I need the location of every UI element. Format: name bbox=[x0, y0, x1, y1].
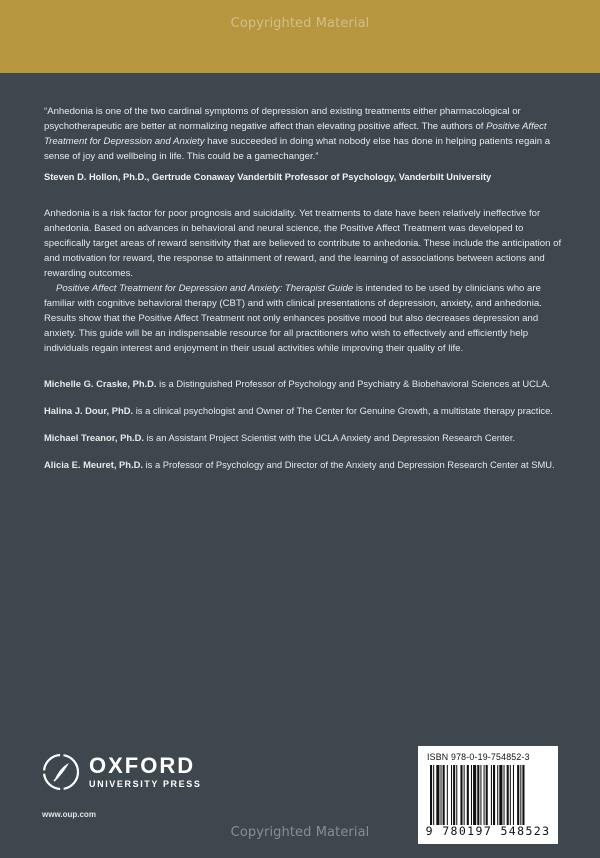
barcode-bar bbox=[520, 765, 521, 825]
book-description bbox=[44, 206, 564, 356]
barcode-bar bbox=[480, 765, 481, 825]
author-bio bbox=[44, 376, 564, 391]
publisher-name: OXFORD bbox=[89, 752, 196, 778]
ean-number: 9 780197 548523 bbox=[425, 824, 551, 838]
description-book-title: Positive Affect Treatment for Depression and Anxiety: Therapist Guide bbox=[56, 283, 354, 294]
barcode-bar bbox=[504, 765, 505, 825]
quote-book-title: Positive Affect Treatment for Depression and Anxiety bbox=[44, 121, 547, 147]
barcode-bar bbox=[453, 765, 455, 825]
barcode-bar bbox=[460, 765, 462, 825]
description-paragraph-2-text: is intended to be used by clinicians who are familiar with cognitive behavioral therapy (CBT) and with clinical presentations of depression, anxiety, and anhedonia. Results show that the Positive Affect Treatment not only enhances positive mood but also decreases depression and anxiety. This guide will be an indispensable resource for all practitioners who wish to effectively and efficiently help individuals regain interest and enjoyment in their usual activities while improving their quality of life. bbox=[44, 283, 542, 354]
endorsement-attribution: Steven D. Hollon, Ph.D., Gertrude Conaway Vanderbilt Professor of Psychology, Vanderbilt University bbox=[44, 172, 492, 182]
barcode-bar bbox=[507, 765, 509, 825]
barcode-bar bbox=[510, 765, 511, 825]
author-bio-text: is a Distinguished Professor of Psychology and Psychiatry & Biobehavioral Sciences at UCLA. bbox=[156, 378, 550, 389]
author-name: Michael Treanor, Ph.D. bbox=[44, 432, 145, 443]
barcode-bar bbox=[441, 765, 442, 825]
barcode-bar bbox=[493, 765, 495, 825]
author-bio-text: is a clinical psychologist and Owner of The Center for Genuine Growth, a multistate therapy practice. bbox=[133, 405, 553, 416]
barcode-bar bbox=[522, 765, 524, 825]
author-bio bbox=[44, 430, 564, 445]
barcode-bar bbox=[484, 765, 485, 825]
barcode-bar bbox=[473, 765, 476, 825]
barcode-bar bbox=[451, 765, 452, 825]
barcode-bar bbox=[430, 765, 432, 825]
publisher-subname: UNIVERSITY PRESS bbox=[89, 778, 202, 789]
top-color-band bbox=[0, 0, 600, 73]
watermark-bottom: Copyrighted Material bbox=[230, 825, 370, 840]
barcode-bar bbox=[471, 765, 472, 825]
barcode-bar bbox=[513, 765, 514, 825]
oxford-logo bbox=[41, 752, 201, 792]
barcode-bar bbox=[517, 765, 519, 825]
isbn-number: ISBN 978-0-19-754852-3 bbox=[427, 752, 530, 762]
quote-text-before: “Anhedonia is one of the two cardinal symptoms of depression and existing treatments either pharmacological or psychotherapeutic are better at normalizing negative affect than elevating positive affect. The authors of bbox=[44, 106, 521, 132]
back-cover-content bbox=[44, 104, 564, 484]
description-paragraph-1: Anhedonia is a risk factor for poor prognosis and suicidality. Yet treatments to date have been relatively ineffective for anhedonia. Based on advances in behavioral and neural science, the Positive Affect Treatment was developed to specifically target areas of reward sensitivity that are believed to contribute to anhedonia. These include the anticipation of and motivation for reward, the response to attainment of reward, and the learning of associations between actions and rewarding outcomes. bbox=[44, 208, 562, 279]
description-paragraph-2 bbox=[44, 281, 564, 356]
barcode-bar bbox=[464, 765, 465, 825]
oxford-quill-logo-icon bbox=[41, 752, 81, 792]
barcode-bar bbox=[467, 765, 469, 825]
barcode-bar bbox=[443, 765, 445, 825]
barcode-bar bbox=[436, 765, 439, 825]
author-name: Halina J. Dour, PhD. bbox=[44, 405, 134, 416]
author-bios bbox=[44, 376, 564, 472]
author-bio-text: is an Assistant Project Scientist with the UCLA Anxiety and Depression Research Center. bbox=[144, 432, 516, 443]
barcode-bar bbox=[477, 765, 479, 825]
barcode-bar bbox=[486, 765, 488, 825]
author-name: Michelle G. Craske, Ph.D. bbox=[44, 378, 157, 389]
author-name: Alicia E. Meuret, Ph.D. bbox=[44, 459, 143, 470]
watermark-top: Copyrighted Material bbox=[230, 16, 370, 31]
barcode-bar bbox=[447, 765, 448, 825]
author-bio bbox=[44, 403, 564, 418]
barcode-bar bbox=[456, 765, 457, 825]
barcode-bar bbox=[499, 765, 502, 825]
barcode-bar bbox=[497, 765, 498, 825]
barcode-bars bbox=[430, 765, 550, 825]
publisher-url[interactable]: www.oup.com bbox=[42, 810, 96, 819]
author-bio-text: is a Professor of Psychology and Director of the Anxiety and Depression Research Center at SMU. bbox=[142, 459, 555, 470]
endorsement-quote bbox=[44, 104, 564, 164]
barcode-bar bbox=[433, 765, 434, 825]
barcode-bar bbox=[491, 765, 492, 825]
author-bio bbox=[44, 457, 564, 472]
quote-text-after: have succeeded in doing what nobody else has done in helping patients regain a sense of joy and wellbeing in life. This could be a gamechanger.” bbox=[44, 136, 551, 162]
